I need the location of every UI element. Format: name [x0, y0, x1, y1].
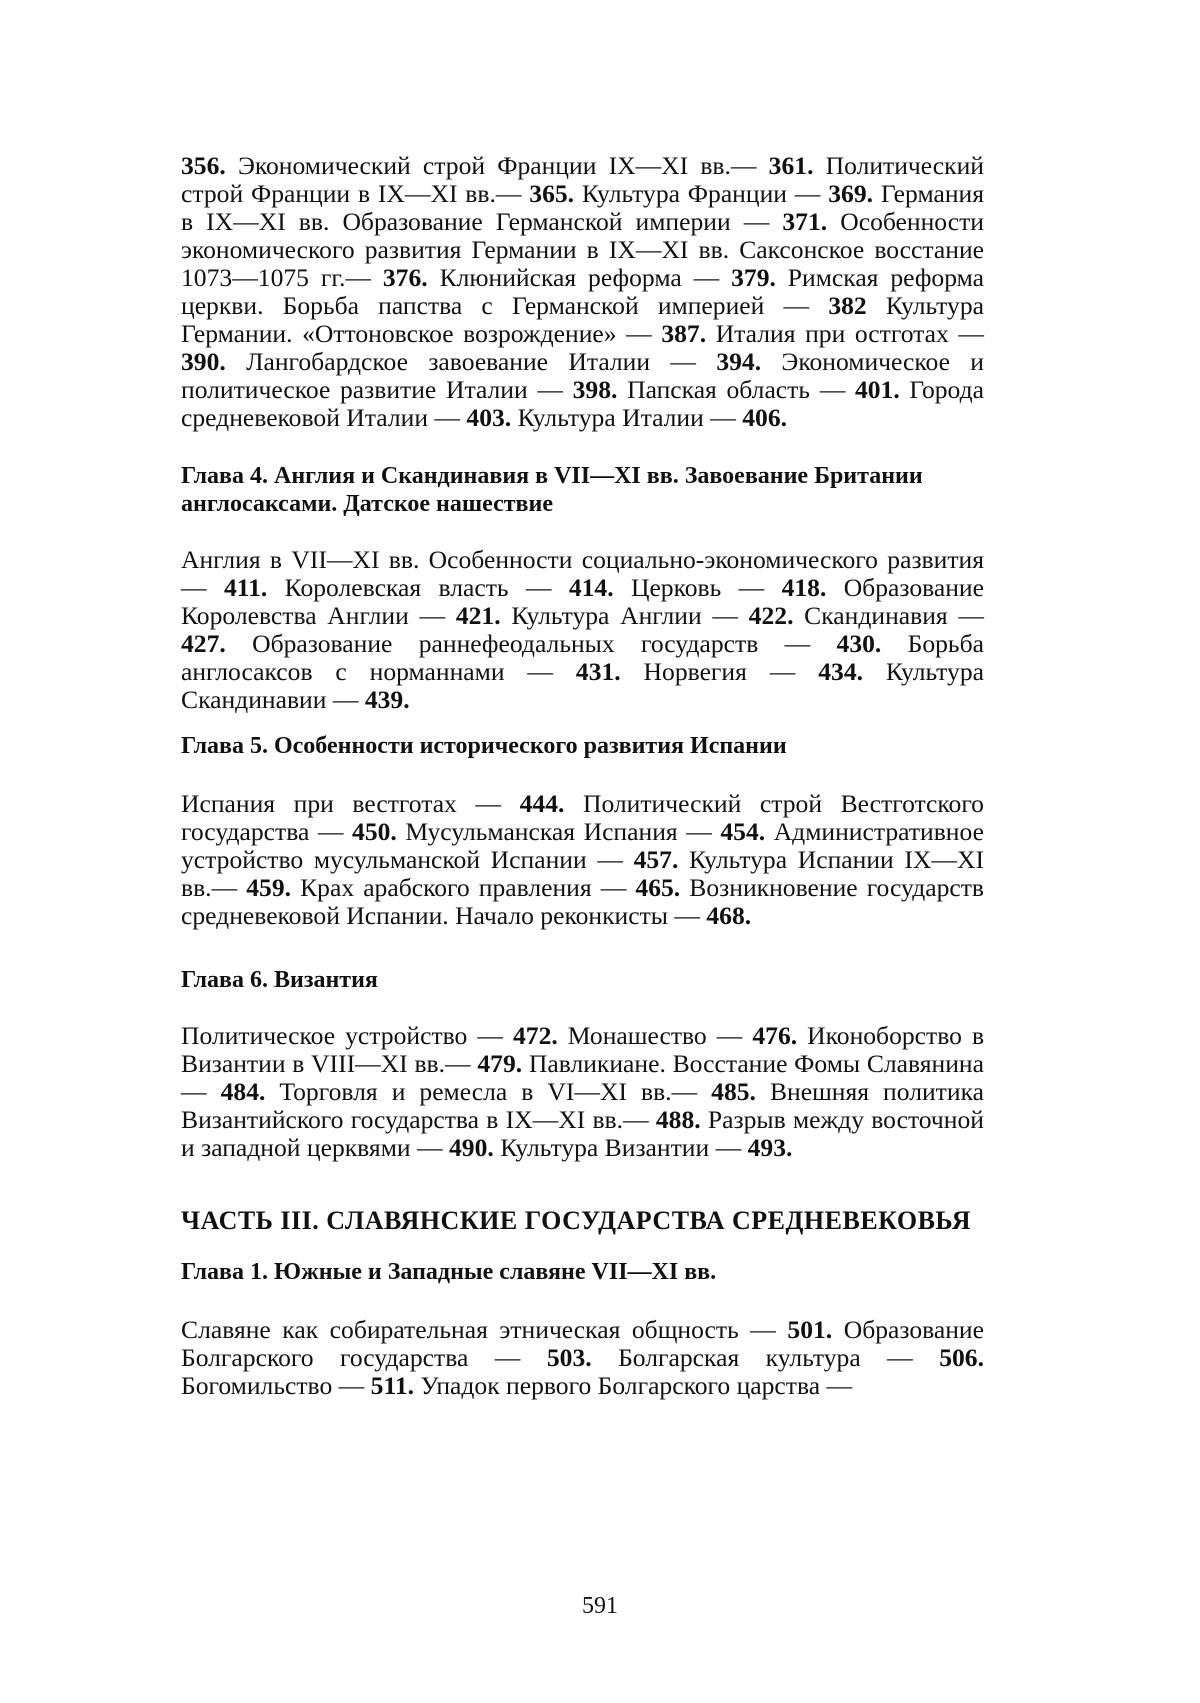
- toc-page-ref: 376.: [382, 263, 428, 292]
- toc-entry-text: Образование Болгарского государства —: [181, 1315, 984, 1372]
- toc-page-ref: 476.: [752, 1021, 798, 1050]
- toc-page-ref: 450.: [352, 817, 397, 846]
- toc-page-ref: 479.: [477, 1049, 523, 1078]
- toc-entry-text: Культура Англии —: [500, 601, 749, 630]
- toc-page-ref: 394.: [716, 347, 762, 376]
- part-heading-3: ЧАСТЬ III. СЛАВЯНСКИЕ ГОСУДАРСТВА СРЕДНЕВЕКОВЬЯ: [181, 1206, 972, 1235]
- toc-page-ref: 406.: [742, 403, 788, 432]
- toc-entry-text: Римская реформа церкви. Борьба папства с Германской империей —: [181, 263, 984, 320]
- toc-page-ref: 465.: [635, 873, 681, 902]
- toc-entry-text: Павликиане. Восстание Фомы Славянина —: [181, 1049, 984, 1106]
- toc-entry-text: Упадок первого Болгарского царства —: [414, 1371, 853, 1400]
- toc-entry-text: Культура Франции —: [574, 179, 829, 208]
- chapter-heading-4: Глава 4. Англия и Скандинавия в VII—XI вв. Завоевание Британии англосаксами. Датское нашествие: [181, 463, 923, 517]
- page-content: [181, 152, 984, 1400]
- toc-entry-text: Англия в VII—XI вв. Особенности социально-экономического развития —: [181, 545, 984, 602]
- toc-page-ref: 490.: [449, 1133, 494, 1162]
- toc-page-ref: 361.: [768, 151, 814, 180]
- toc-entry-text: Папская область —: [617, 375, 855, 404]
- toc-paragraph-byzantium: [181, 1022, 984, 1162]
- toc-entry-text: Политический строй Франции в IX—XI вв.—: [181, 151, 984, 208]
- toc-page-ref: 501.: [787, 1315, 833, 1344]
- toc-page-ref: 454.: [720, 817, 766, 846]
- toc-page-ref: 414.: [568, 573, 614, 602]
- toc-page-ref: 485.: [711, 1077, 756, 1106]
- toc-entry-text: Клюнийская реформа —: [427, 263, 732, 292]
- toc-entry-text: Скандинавия —: [793, 601, 984, 630]
- toc-page-ref: 356.: [181, 151, 226, 180]
- toc-entry-text: Германия в IX—XI вв. Образование Германской империи —: [181, 179, 984, 236]
- toc-page-ref: 421.: [455, 601, 501, 630]
- toc-page-ref: 379.: [731, 263, 776, 292]
- toc-page-ref: 503.: [546, 1343, 592, 1372]
- toc-page-ref: 493.: [747, 1133, 793, 1162]
- toc-paragraph-spain: [181, 790, 984, 930]
- toc-page-ref: 439.: [364, 685, 410, 714]
- toc-page-ref: 411.: [223, 573, 268, 602]
- toc-page-ref: 418.: [781, 573, 827, 602]
- toc-page-ref: 403.: [466, 403, 512, 432]
- toc-entry-text: Образование Королевства Англии —: [181, 573, 984, 630]
- toc-entry-text: Города средневековой Италии —: [181, 375, 984, 432]
- toc-entry-text: Культура Скандинавии —: [181, 657, 984, 714]
- toc-entry-text: Крах арабского правления —: [291, 873, 636, 902]
- toc-paragraph-slavs: [181, 1316, 984, 1400]
- toc-entry-text: Образование раннефеодальных государств —: [225, 629, 837, 658]
- toc-page-ref: 371.: [782, 207, 828, 236]
- toc-page-ref: 369.: [828, 179, 874, 208]
- toc-page-ref: 459.: [246, 873, 292, 902]
- toc-page-ref: 422.: [748, 601, 794, 630]
- toc-page-ref: 484.: [220, 1077, 266, 1106]
- toc-entry-text: Лангобардское завоевание Италии —: [225, 347, 717, 376]
- toc-entry-text: Норвегия —: [620, 657, 819, 686]
- toc-entry-text: Борьба англосаксов с норманнами —: [181, 629, 984, 686]
- toc-entry-text: Мусульманская Испания —: [396, 817, 721, 846]
- toc-entry-text: Культура Италии —: [511, 403, 743, 432]
- toc-entry-text: Административное устройство мусульманской Испании —: [181, 817, 984, 874]
- toc-entry-text: Культура Германии. «Оттоновское возрождение» —: [181, 291, 984, 348]
- toc-page-ref: 387.: [661, 319, 707, 348]
- toc-page-ref: 430.: [836, 629, 882, 658]
- toc-page-ref: 434.: [818, 657, 864, 686]
- chapter-heading-1-slavs: Глава 1. Южные и Западные славяне VII—XI вв.: [181, 1259, 717, 1285]
- toc-page-ref: 511.: [370, 1371, 415, 1400]
- toc-page-ref: 468.: [706, 901, 752, 930]
- page-number: 591: [582, 1593, 618, 1619]
- toc-entry-text: Монашество —: [557, 1021, 753, 1050]
- toc-paragraph-france-germany-italy: [181, 152, 984, 432]
- toc-entry-text: Иконоборство в Византии в VIII—XI вв.—: [181, 1021, 985, 1078]
- toc-entry-text: Политический строй Вестготского государства —: [181, 789, 984, 846]
- toc-page-ref: 427.: [181, 629, 226, 658]
- toc-page-ref: 398.: [572, 375, 618, 404]
- toc-entry-text: Культура Византии —: [493, 1133, 748, 1162]
- toc-entry-text: Королевская власть —: [267, 573, 569, 602]
- chapter-heading-6: Глава 6. Византия: [181, 967, 378, 993]
- toc-entry-text: Испания при вестготах —: [181, 789, 520, 818]
- toc-entry-text: Возникновение государств средневековой Испании. Начало реконкисты —: [181, 873, 985, 930]
- toc-entry-text: Внешняя политика Византийского государства в IX—XI вв.—: [181, 1077, 984, 1134]
- toc-entry-text: Болгарская культура —: [591, 1343, 940, 1372]
- toc-entry-text: Культура Испании IX—XI вв.—: [181, 845, 984, 902]
- toc-entry-text: Италия при остготах —: [706, 319, 984, 348]
- toc-entry-text: Богомильство —: [181, 1371, 371, 1400]
- toc-entry-text: Славяне как собирательная этническая общность —: [181, 1315, 788, 1344]
- toc-entry-text: Особенности экономического развития Германии в IX—XI вв. Саксонское восстание 1073—1075 гг.—: [181, 207, 984, 292]
- toc-entry-text: Политическое устройство —: [181, 1021, 513, 1050]
- toc-page-ref: 390.: [181, 347, 226, 376]
- toc-entry-text: Экономическое и политическое развитие Италии —: [181, 347, 984, 404]
- toc-page-ref: 431.: [575, 657, 621, 686]
- toc-page-ref: 365.: [529, 179, 575, 208]
- toc-page-ref: 444.: [519, 789, 565, 818]
- toc-paragraph-england-scandinavia: [181, 546, 984, 714]
- toc-page-ref: 506.: [939, 1343, 984, 1372]
- toc-entry-text: Церковь —: [613, 573, 782, 602]
- toc-page-ref: 401.: [854, 375, 900, 404]
- chapter-heading-5: Глава 5. Особенности исторического развития Испании: [181, 733, 787, 759]
- toc-entry-text: Разрыв между восточной и западной церквями —: [181, 1105, 984, 1162]
- toc-entry-text: Торговля и ремесла в VI—XI вв.—: [265, 1077, 712, 1106]
- toc-page-ref: 472.: [512, 1021, 558, 1050]
- toc-page-ref: 457.: [633, 845, 679, 874]
- toc-entry-text: Экономический строй Франции IX—XI вв.—: [225, 151, 769, 180]
- toc-page-ref: 382: [828, 291, 867, 320]
- toc-page-ref: 488.: [655, 1105, 701, 1134]
